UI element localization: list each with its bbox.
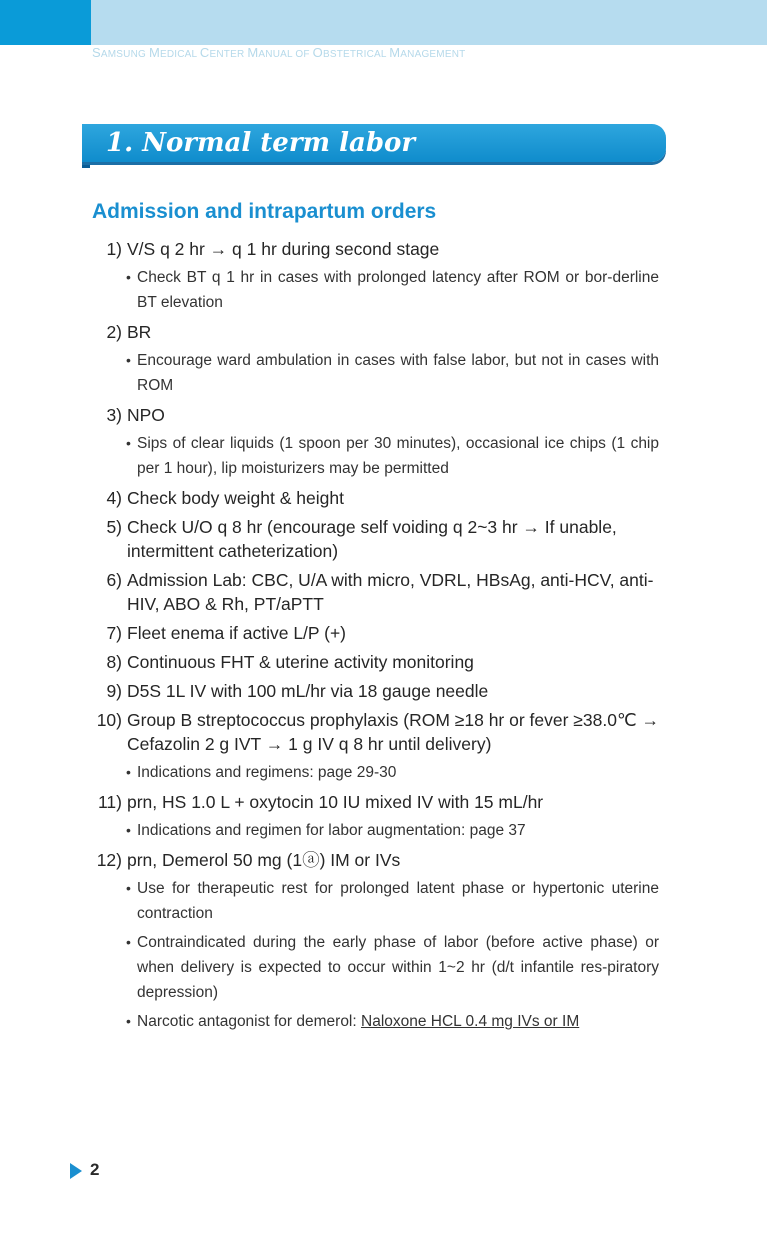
note-text: Sips of clear liquids (1 spoon per 30 minutes), occasional ice chips (1 chip per 1 hour), lip moisturizers may be permitted [137,435,659,477]
order-item-number: 2) [106,322,122,342]
order-item-text: prn, HS 1.0 L + oxytocin 10 IU mixed IV with 15 mL/hr [127,792,544,812]
order-item-note [126,930,659,1005]
order-item-number: 4) [106,488,122,508]
running-header [92,45,465,60]
order-item-text: Check U/O q 8 hr (encourage self voiding q 2~3 hr → If unable, intermittent catheterization) [127,517,617,561]
running-header-part: M [148,45,160,60]
order-item-text: Fleet enema if active L/P (+) [127,623,347,643]
order-item-note [126,876,659,926]
order-item-number: 11) [98,792,122,812]
running-header-part: AMSUNG [100,49,149,60]
order-item-note [126,431,659,481]
bullet-icon: • [126,352,131,368]
order-item [98,790,662,814]
running-header-part: ENTER [209,49,248,60]
note-text: Indications and regimen for labor augmentation: page 37 [137,822,526,839]
note-text: Contraindicated during the early phase of labor (before active phase) or when delivery is expected to occur within 1~2 hr (d/t infantile res-piratory depression) [137,934,659,1001]
note-text: Encourage ward ambulation in cases with false labor, but not in cases with ROM [137,352,659,394]
section-heading: Admission and intrapartum orders [92,200,437,223]
order-item-text: Continuous FHT & uterine activity monitoring [127,652,474,672]
order-item [96,708,662,756]
running-header-part: ANUAL OF [258,49,313,60]
bullet-icon: • [126,934,131,950]
order-item-text: NPO [127,405,165,425]
order-item [106,568,662,616]
running-header-part: BSTETRICAL [322,49,390,60]
running-header-part: EDICAL [159,49,200,60]
order-list [0,232,767,1034]
running-header-part: M [247,45,259,60]
page-number: 2 [90,1160,100,1179]
order-item-text: V/S q 2 hr → q 1 hr during second stage [127,239,440,259]
bullet-icon: • [126,880,131,896]
bullet-icon: • [126,435,131,451]
bullet-icon: • [126,1013,131,1029]
order-item [106,403,662,427]
order-item-text: Admission Lab: CBC, U/A with micro, VDRL, HBsAg, anti-HCV, anti-HIV, ABO & Rh, PT/aPTT [127,570,654,614]
order-item [96,848,662,872]
order-item-number: 3) [106,405,122,425]
running-header-part: M [389,45,401,60]
chapter-title: 1. Normal term labor [106,128,416,158]
order-item-text: Check body weight & height [127,488,344,508]
order-item [106,320,662,344]
order-item-note [126,348,659,398]
bullet-icon: • [126,822,131,838]
order-item-text: Group B streptococcus prophylaxis (ROM ≥18 hr or fever ≥38.0℃ → Cefazolin 2 g IVT → 1 g IV q 8 hr until delivery) [127,710,659,754]
order-item-number: 6) [106,570,122,590]
order-item-note [126,1009,659,1034]
top-color-bar [0,0,767,45]
order-item-note [126,265,659,315]
bullet-icon: • [126,269,131,285]
play-arrow-icon [70,1163,82,1179]
running-header-part: S [92,45,101,60]
order-item-text: prn, Demerol 50 mg (1ⓐ) IM or IVs [127,850,401,870]
running-header-part: ANAGEMENT [400,49,466,60]
order-item-number: 9) [106,681,122,701]
order-item-number: 5) [106,517,122,537]
order-item [106,679,662,703]
order-item-note [126,760,659,785]
order-item-number: 8) [106,652,122,672]
order-item-number: 7) [106,623,122,643]
top-color-block [0,0,91,45]
note-text: Narcotic antagonist for demerol: [137,1013,361,1030]
order-item-note [126,818,659,843]
bullet-icon: • [126,764,131,780]
order-item-text: BR [127,322,152,342]
order-item-text: D5S 1L IV with 100 mL/hr via 18 gauge needle [127,681,489,701]
note-text: Use for therapeutic rest for prolonged latent phase or hypertonic uterine contraction [137,880,659,922]
running-header-part: C [199,45,210,60]
order-item [106,486,662,510]
order-item [106,515,662,563]
running-header-part: O [312,45,323,60]
order-item-number: 12) [96,850,122,870]
order-item-number: 1) [106,239,122,259]
order-item [106,237,662,261]
order-item-number: 10) [96,710,122,730]
note-text: Indications and regimens: page 29-30 [137,764,397,781]
antidote-dose: Naloxone HCL 0.4 mg IVs or IM [361,1013,580,1030]
note-text: Check BT q 1 hr in cases with prolonged latency after ROM or bor-derline BT elevation [137,269,659,311]
order-item [106,621,662,645]
order-item [106,650,662,674]
